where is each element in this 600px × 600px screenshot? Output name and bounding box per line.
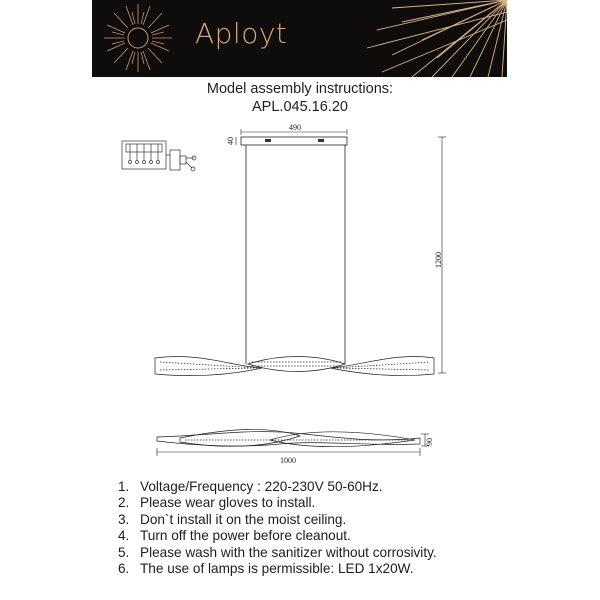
step-text: Please wear gloves to install. [140,495,316,511]
wiring-diagram-icon [122,141,196,171]
step-number: 3. [118,511,130,527]
step-number: 5. [118,544,130,560]
lamp-front-view [155,357,434,376]
lamp-top-view [157,429,420,446]
list-item [118,479,437,495]
step-number: 1. [118,479,130,494]
dimension-total-height: 1200 [434,252,443,268]
step-number: 2. [118,495,130,511]
dimension-length: 1000 [280,456,296,465]
list-item [118,512,437,528]
instructions-list [118,479,437,577]
step-text: The use of lamps is permissible: LED 1x20W. [140,561,414,577]
dimension-thickness: 90 [425,438,434,446]
brand-name: Aployt [195,17,288,50]
dimension-canopy-width: 490 [289,123,301,132]
dimension-canopy-height: 40 [226,137,235,145]
list-item [118,561,437,577]
step-text: Voltage/Frequency : 220-230V 50-60Hz. [140,479,383,494]
step-number: 6. [118,561,130,577]
page-title: Model assembly instructions: [206,81,394,97]
list-item [118,528,437,544]
step-text: Turn off the power before cleanout. [140,528,351,544]
list-item [118,495,437,511]
step-number: 4. [118,528,130,544]
step-text: Don`t install it on the moist ceiling. [140,511,347,527]
list-item [118,545,437,561]
model-number: APL.045.16.20 [252,99,348,115]
step-text: Please wash with the sanitizer without corrosivity. [140,544,437,560]
